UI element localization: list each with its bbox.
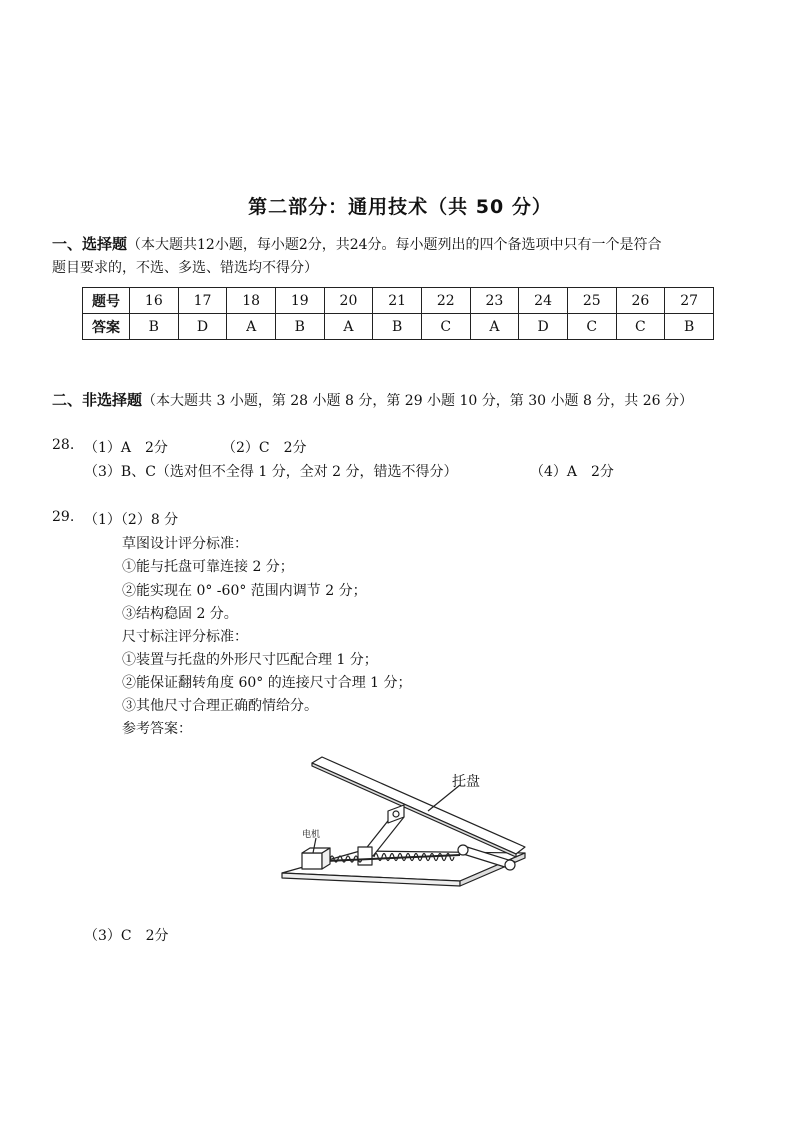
q29-line: 草图设计评分标准： xyxy=(122,536,248,552)
section-1-intro xyxy=(52,233,757,280)
tray-label: 托盘 xyxy=(452,774,480,790)
answer-cell: C xyxy=(616,314,665,340)
answer-cell: D xyxy=(178,314,227,340)
q29-line: 尺寸标注评分标准： xyxy=(122,629,248,645)
motor xyxy=(302,838,330,869)
answer-cell: A xyxy=(324,314,373,340)
q29-line: ③其他尺寸合理正确酌情给分。 xyxy=(122,698,318,714)
question-number: 26 xyxy=(616,288,665,314)
question-number: 22 xyxy=(421,288,470,314)
question-number: 27 xyxy=(665,288,714,314)
q28-part3: （3）B、C（选对但不全得 1 分，全对 2 分，错选不得分） xyxy=(84,464,458,480)
answer-cell: D xyxy=(519,314,568,340)
q29-line: ②能实现在 0° -60° 范围内调节 2 分； xyxy=(122,583,367,599)
section-1-heading: 一、选择题 xyxy=(52,235,128,253)
answer-cell: B xyxy=(130,314,179,340)
q29-part3: （3）C 2分 xyxy=(84,928,169,944)
q29-line: ③结构稳固 2 分。 xyxy=(122,606,238,622)
q28-part2: （2）C 2分 xyxy=(222,440,307,456)
answer-cell: C xyxy=(567,314,616,340)
q28-part4: （4）A 2分 xyxy=(530,464,614,480)
q29-part12: （1）（2）8 分 xyxy=(84,512,179,528)
answer-table xyxy=(82,287,714,340)
question-number: 17 xyxy=(178,288,227,314)
question-number: 24 xyxy=(519,288,568,314)
q29-line: ②能保证翻转角度 60° 的连接尺寸合理 1 分； xyxy=(122,675,412,691)
question-number: 19 xyxy=(275,288,324,314)
question-number: 16 xyxy=(130,288,179,314)
answer-cell: B xyxy=(373,314,422,340)
section-1-desc-line2: 题目要求的，不选、多选、错选均不得分） xyxy=(52,260,318,276)
tray xyxy=(312,757,525,857)
answer-cell: A xyxy=(470,314,519,340)
answer-cell: C xyxy=(421,314,470,340)
q29-line: ①装置与托盘的外形尺寸匹配合理 1 分； xyxy=(122,652,378,668)
question-number: 18 xyxy=(227,288,276,314)
section-2-heading: 二、非选择题 xyxy=(52,391,143,409)
answer-cell: B xyxy=(665,314,714,340)
question-number: 25 xyxy=(567,288,616,314)
answer-cell: B xyxy=(275,314,324,340)
q28-number: 28. xyxy=(52,437,75,453)
page-title: 第二部分：通用技术（共 50 分） xyxy=(248,196,552,218)
answer-cell: A xyxy=(227,314,276,340)
question-number: 23 xyxy=(470,288,519,314)
row-label-answer: 答案 xyxy=(83,314,130,340)
section-2-desc: （本大题共 3 小题，第 28 小题 8 分，第 29 小题 10 分，第 30 小题 8 分，共 26 分） xyxy=(142,393,694,409)
question-number-row xyxy=(83,288,714,314)
q29-line: 参考答案： xyxy=(122,721,192,737)
question-number: 21 xyxy=(373,288,422,314)
q29-number: 29. xyxy=(52,509,75,525)
section-2-intro xyxy=(52,389,772,410)
question-number: 20 xyxy=(324,288,373,314)
q29-line: ①能与托盘可靠连接 2 分； xyxy=(122,559,294,575)
tray-mechanism-figure xyxy=(280,755,530,895)
section-1-desc-line1: （本大题共12小题，每小题2分，共24分。每小题列出的四个备选项中只有一个是符合 xyxy=(127,237,662,253)
row-label-question: 题号 xyxy=(83,288,130,314)
answer-row xyxy=(83,314,714,340)
q28-part1: （1）A 2分 xyxy=(84,440,168,456)
motor-label: 电机 xyxy=(302,830,321,840)
